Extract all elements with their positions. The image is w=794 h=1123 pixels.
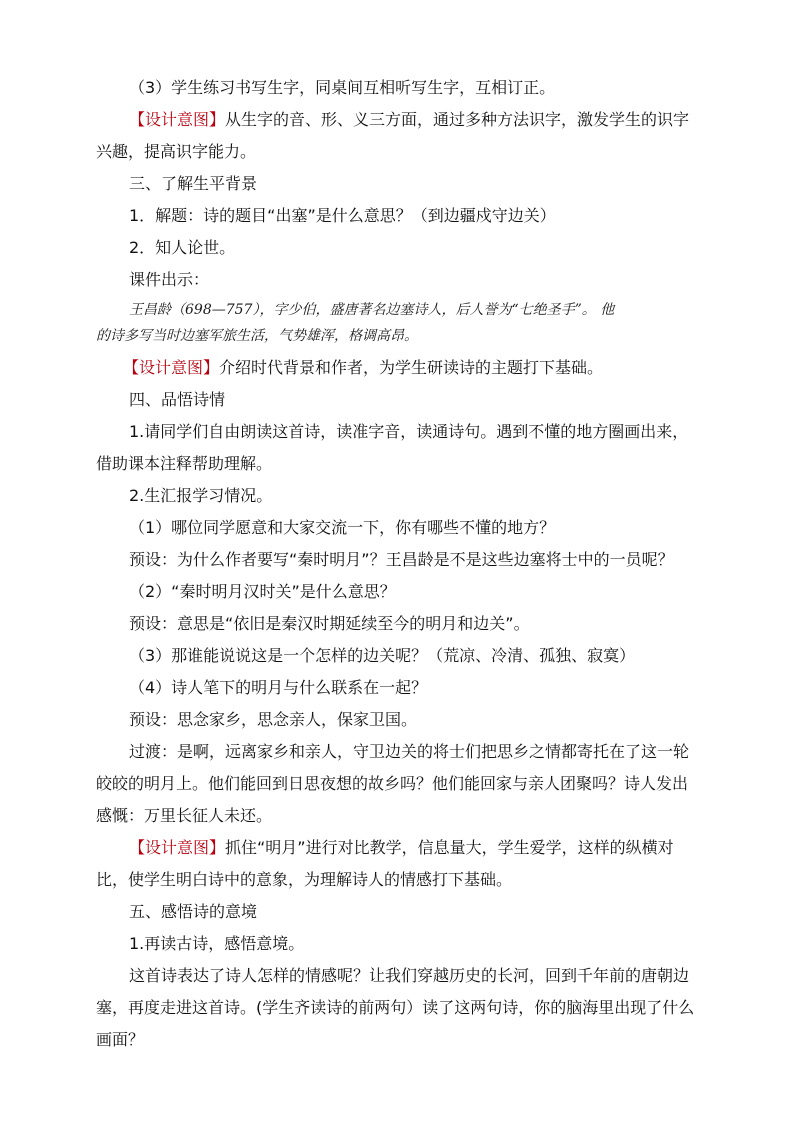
courseware-text: 王昌龄（698—757），字少伯，盛唐著名边塞诗人，后人誉为“七绝圣手”。 他 [129,302,615,318]
courseware-text: 的诗多写当时边塞军旅生活，气势雄浑，格调高昂。 [96,328,418,344]
paragraph-line: 比，使学生明白诗中的意象，为理解诗人的情感打下基础。 [96,870,513,889]
paragraph-line: 塞，再度走进这首诗。(学生齐读诗的前两句）读了这两句诗，你的脑海里出现了什么 [96,998,695,1017]
paragraph-line: 画面？ [96,1030,145,1049]
paragraph-line: 预设：意思是“依旧是秦汉时期延续至今的明月和边关”。 [129,614,530,633]
paragraph-line: 兴趣，提高识字能力。 [96,142,257,161]
design-intent-label: 【设计意图】 [123,358,220,377]
design-intent-label: 【设计意图】 [129,838,226,857]
design-intent-paragraph [129,838,696,858]
paragraph-line: （3）那谁能说说这是一个怎样的边关呢？（荒凉、冷清、孤独、寂寞） [129,646,636,665]
paragraph-line: 2.生汇报学习情况。 [129,486,273,505]
paragraph-line: 1.请同学们自由朗读这首诗，读准字音，读通诗句。遇到不懂的地方圈画出来， [129,422,689,441]
paragraph-text: 从生字的音、形、义三方面，通过多种方法识字，激发学生的识字 [225,110,690,129]
paragraph-line: 皎皎的明月上。他们能回到日思夜想的故乡吗？他们能回家与亲人团聚吗？诗人发出 [96,774,689,793]
section-heading: 五、感悟诗的意境 [129,902,258,921]
paragraph-line: （1）哪位同学愿意和大家交流一下，你有哪些不懂的地方？ [129,518,556,537]
paragraph-text: 介绍时代背景和作者，为学生研读诗的主题打下基础。 [219,358,604,377]
paragraph-text: 抓住“明月”进行对比教学，信息量大，学生爱学，这样的纵横对 [225,838,674,857]
paragraph-line: 过渡：是啊，远离家乡和亲人，守卫边关的将士们把思乡之情都寄托在了这一轮 [129,742,690,761]
paragraph-line: 课件出示： [129,270,210,289]
paragraph-line: 感慨：万里长征人未还。 [96,806,273,825]
design-intent-label: 【设计意图】 [129,110,226,129]
design-intent-paragraph [129,110,696,130]
paragraph-line: 这首诗表达了诗人怎样的情感呢？让我们穿越历史的长河，回到千年前的唐朝边 [129,966,690,985]
paragraph-line: 预设：为什么作者要写“秦时明月”？王昌龄是不是这些边塞将士中的一员呢？ [129,550,674,569]
section-heading: 四、品悟诗情 [129,390,226,409]
paragraph-line: 预设：思念家乡，思念亲人，保家卫国。 [129,710,418,729]
paragraph-line: （2）“秦时明月汉时关”是什么意思？ [129,582,396,601]
paragraph-line: 借助课本注释帮助理解。 [96,454,273,473]
section-heading: 三、了解生平背景 [129,174,258,193]
paragraph-line: 1．解题：诗的题目“出塞”是什么意思？（到边疆戍守边关） [129,206,556,225]
design-intent-paragraph [123,358,696,378]
paragraph-line: （3）学生练习书写生字，同桌间互相听写生字，互相订正。 [129,78,556,97]
paragraph-line: 2．知人论世。 [129,238,236,257]
paragraph-line: 1.再读古诗，感悟意境。 [129,934,305,953]
paragraph-line: （4）诗人笔下的明月与什么联系在一起？ [129,678,428,697]
